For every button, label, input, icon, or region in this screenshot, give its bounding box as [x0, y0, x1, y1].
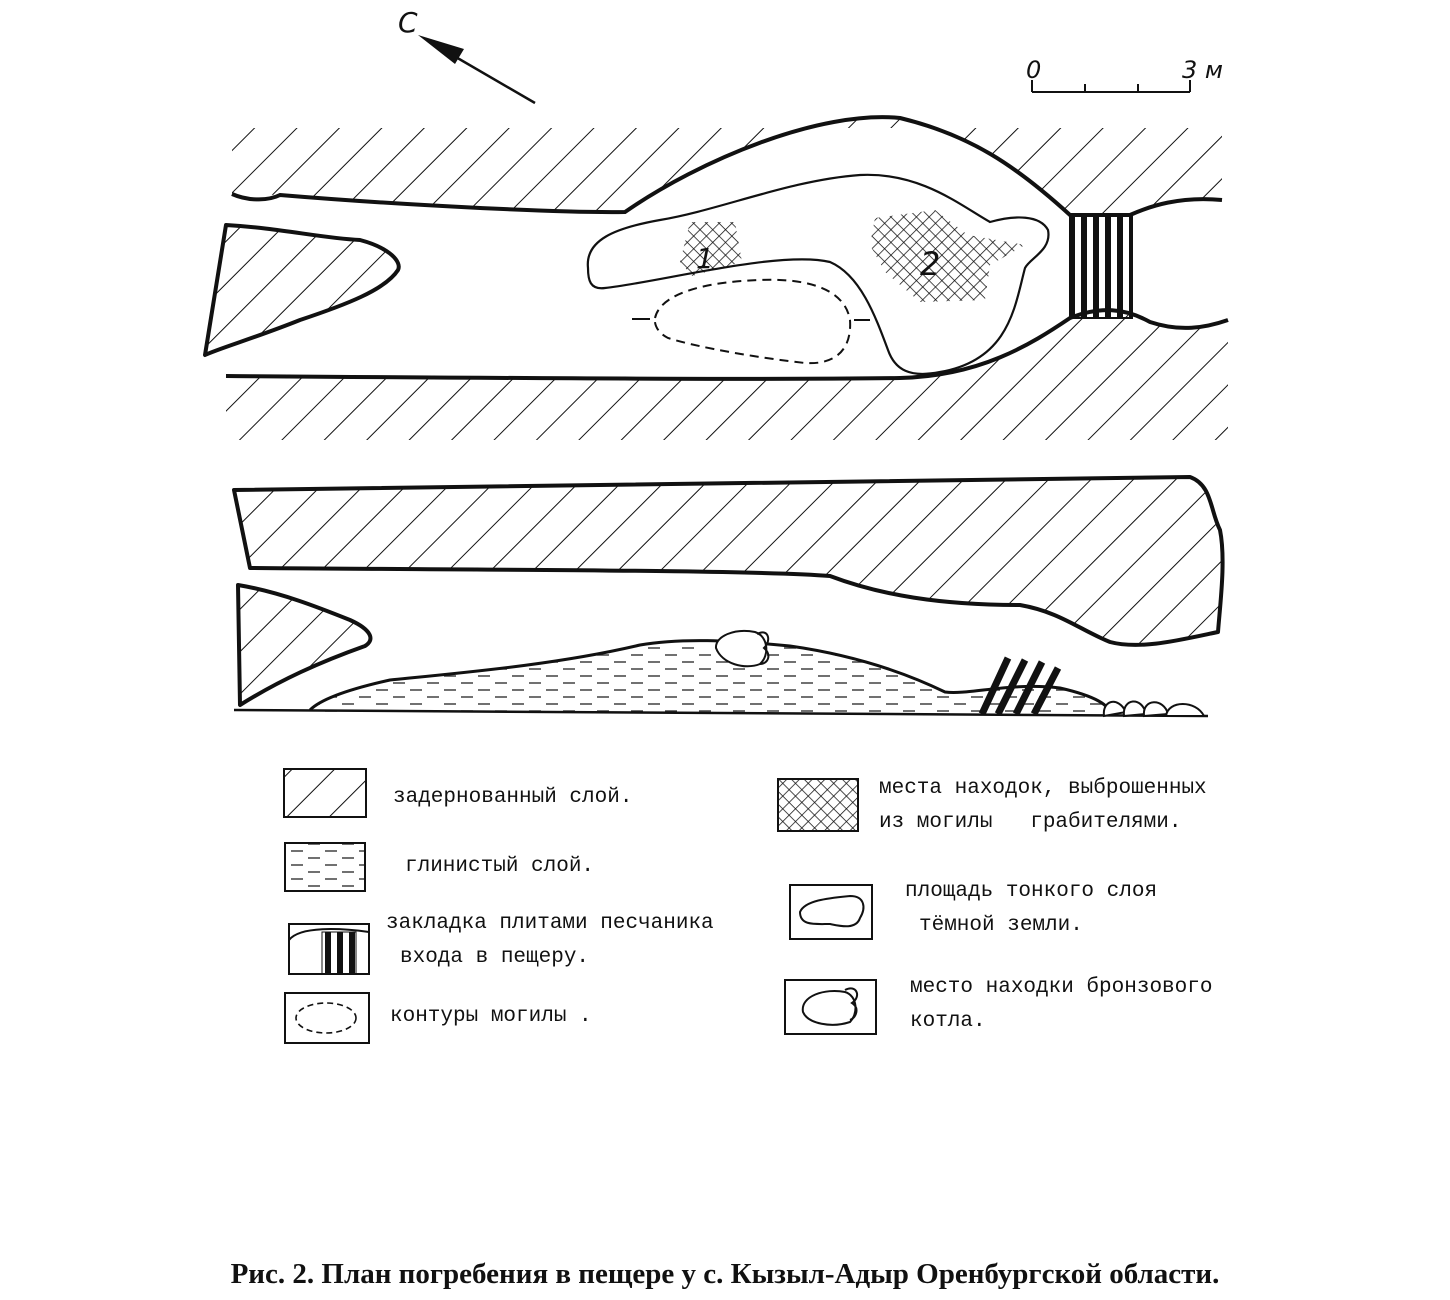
figure-caption: Рис. 2. План погребения в пещере у с. Кызыл-Адыр Оренбургской области.: [230, 1258, 1220, 1290]
legend-text-dark-earth: площадь тонкого слоя тёмной земли.: [905, 880, 1158, 937]
plan-find-spot-1-label: 1: [696, 242, 714, 275]
legend-swatch-clay: [285, 843, 365, 891]
section-left-turf-wedge: [238, 585, 370, 705]
plan-upper-turf: [232, 117, 1222, 215]
legend-swatch-cauldron: [785, 980, 876, 1034]
scale-start-label: 0: [1026, 56, 1042, 84]
plan-find-spot-2: [870, 210, 1025, 302]
legend-swatch-finds: [778, 779, 858, 831]
plan-left-turf-tongue: [205, 225, 399, 355]
legend-swatch-sandstone: [289, 924, 369, 974]
legend-text-finds: места находок, выброшенных из могилы грабителями.: [879, 777, 1207, 834]
legend-text-clay: глинистый слой.: [405, 855, 595, 878]
section-view: [234, 477, 1223, 716]
legend-text-turf: задернованный слой.: [393, 786, 633, 809]
legend-swatch-grave-contour: [285, 993, 369, 1043]
legend-text-sandstone: закладка плитами песчаника входа в пещеру.: [386, 912, 714, 969]
legend-swatch-turf: [284, 769, 366, 817]
scale-bar: [1032, 80, 1190, 92]
north-label: С: [398, 6, 418, 39]
legend-swatch-dark-earth: [790, 885, 872, 939]
section-clay-layer: [310, 641, 1112, 716]
legend-text-cauldron: место находки бронзового котла.: [910, 976, 1213, 1033]
north-arrow-icon: [418, 35, 535, 103]
section-upper-turf: [234, 477, 1223, 645]
plan-grave-contour: [655, 280, 850, 363]
scale-end-label: 3 м: [1182, 56, 1224, 84]
plan-find-spot-2-label: 2: [920, 245, 941, 283]
plan-view: [205, 117, 1228, 440]
section-stones: [1104, 701, 1204, 716]
legend-text-grave-contour: контуры могилы .: [390, 1005, 592, 1028]
plan-sandstone-blocking: [1070, 215, 1132, 318]
